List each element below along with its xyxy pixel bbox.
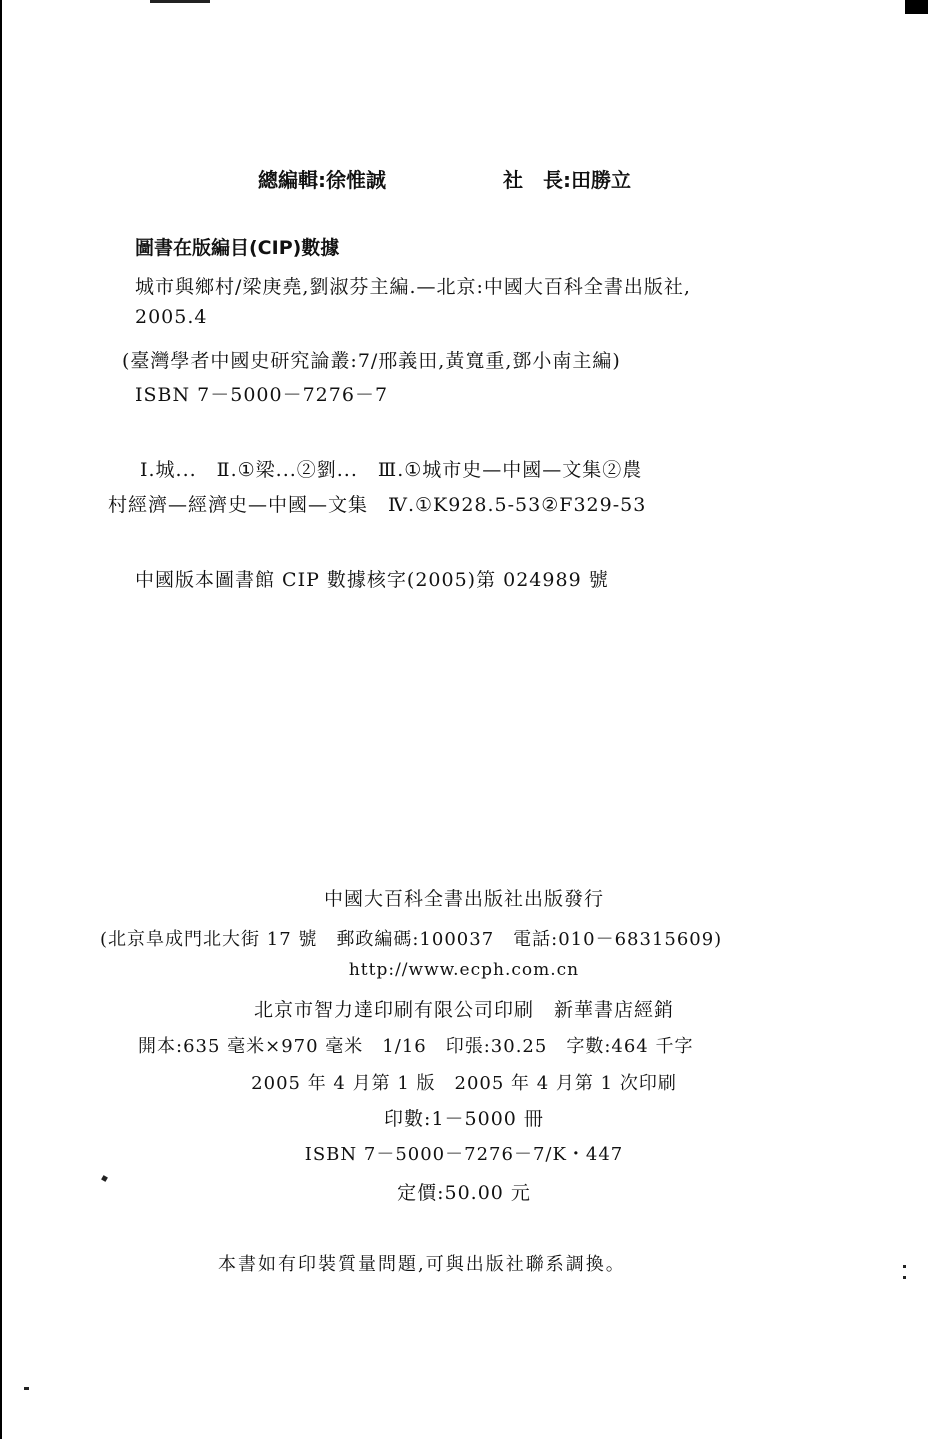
- cip-record-number: 中國版本圖書館 CIP 數據核字(2005)第 024989 號: [135, 569, 609, 591]
- book-format: 開本:635 毫米×970 毫米 1/16 印張:30.25 字數:464 千字: [138, 1036, 694, 1057]
- scan-speck: [903, 1265, 906, 1268]
- scan-speck: [24, 1387, 29, 1390]
- publisher-website: http://www.ecph.com.cn: [348, 960, 580, 980]
- cip-title-line: 城市與鄉村/梁庚堯,劉淑芬主編.—北京:中國大百科全書出版社,: [135, 276, 691, 298]
- price: 定價:50.00 元: [397, 1182, 531, 1204]
- cip-series: (臺灣學者中國史研究論叢:7/邢義田,黃寬重,鄧小南主編): [122, 350, 621, 372]
- cip-isbn: ISBN 7－5000－7276－7: [135, 384, 389, 406]
- cip-classification-2: 村經濟—經濟史—中國—文集 Ⅳ.①K928.5-53②F329-53: [108, 494, 647, 516]
- cip-date: 2005.4: [135, 306, 208, 328]
- isbn-full: ISBN 7－5000－7276－7/K・447: [304, 1144, 624, 1165]
- scan-corner-mark: [905, 0, 928, 14]
- scan-speck: [903, 1276, 906, 1279]
- cip-heading: 圖書在版編目(CIP)數據: [135, 237, 340, 259]
- cip-classification-1: Ⅰ.城... Ⅱ.①梁...②劉... Ⅲ.①城市史—中國—文集②農: [140, 459, 643, 481]
- print-run: 印數:1－5000 冊: [384, 1108, 544, 1130]
- scan-left-edge: [0, 0, 2, 1439]
- quality-notice: 本書如有印裝質量問題,可與出版社聯系調換。: [218, 1254, 626, 1275]
- printer-info: 北京市智力達印刷有限公司印刷 新華書店經銷: [253, 999, 674, 1021]
- chief-editor: 總編輯:徐惟誠: [258, 168, 386, 192]
- publisher-address: (北京阜成門北大街 17 號 郵政編碼:100037 電話:010－68315609): [100, 929, 723, 950]
- scan-top-mark: [150, 0, 210, 3]
- president: 社 長:田勝立: [503, 168, 631, 192]
- publisher-name: 中國大百科全書出版社出版發行: [323, 888, 604, 910]
- edition-info: 2005 年 4 月第 1 版 2005 年 4 月第 1 次印刷: [251, 1073, 677, 1094]
